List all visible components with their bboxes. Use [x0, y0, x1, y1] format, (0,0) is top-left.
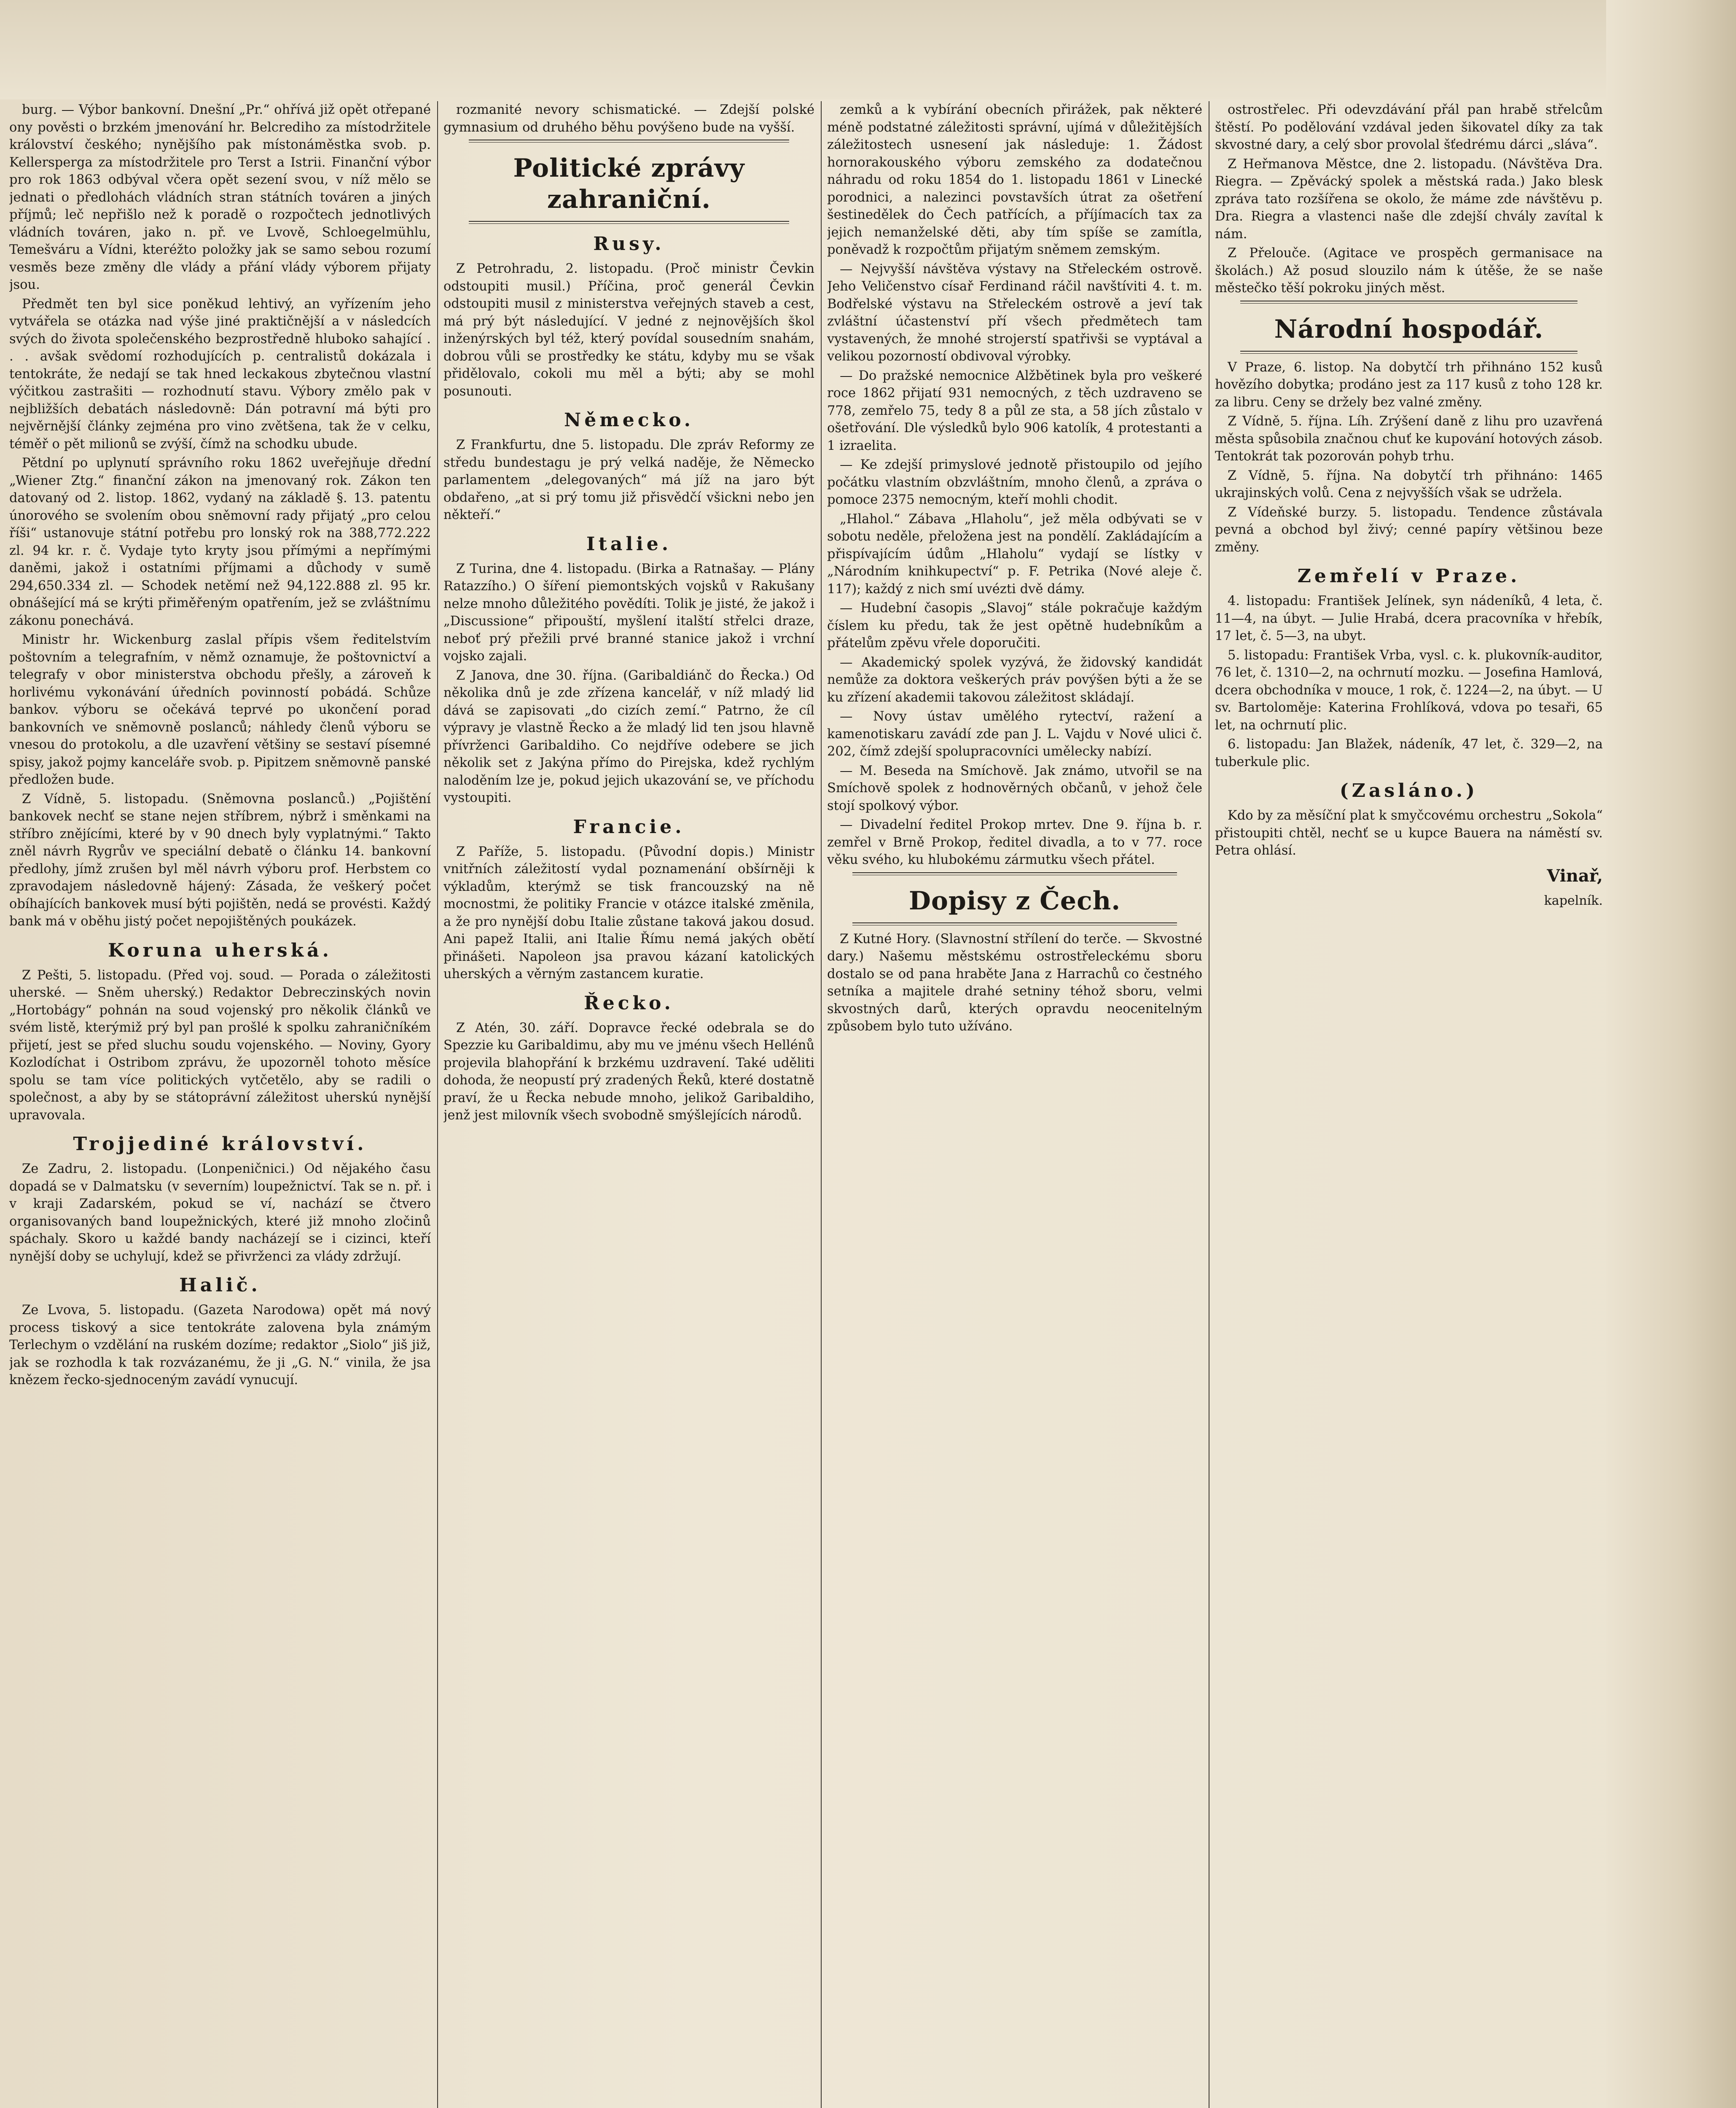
- article-text: Z Paříže, 5. listopadu. (Původní dopis.) Ministr vnitřních záležitostí vydal poznamenání obšírněji k výkladům, kterýmž se tisk francouzský na ně mocnostmi, že politiky Francie v otázce italské změnila, a že pro nynější dobu Italie zůstane taková jakou dosud. Ani papež Italii, ani Italie Římu nemá jakých obětí přinášeti. Napoleon jsa pravou kázaní katolických uherských a věrným zastancem kuratie.: [443, 844, 814, 981]
- article-text: Kdo by za měsíční plat k smyčcovému orchestru „Sokola“ přistoupiti chtěl, nechť se u kupce Bauera na náměstí sv. Petra ohlásí.: [1215, 808, 1603, 858]
- column-2: [443, 101, 814, 2108]
- article-text: Ministr hr. Wickenburg zaslal přípis všem ředitelstvím poštovním a telegrafním, v němž oznamuje, že poštovnictví a telegrafy v obor ministerstva obchodu přešly, a zároveň k horlivému vykonávání úředních povinností pobádá. Schůze bankov. výboru se očekává teprvé po ukončení porad bankovních ve sněmovně poslanců; náhledy členů výboru se vnesou do protokolu, a dle uzavření většiny se sestaví písemné spisy, jakož pojmy kanceláře svob. p. Pipitzem sněmovně panské předložen bude.: [9, 632, 431, 787]
- section-heading: Rusy.: [593, 233, 665, 255]
- article-text: Předmět ten byl sice poněkud lehtivý, an vyřízením jeho vytvářela se otázka nad výše jiné praktičnější a v následcích svých do života společenského bezprostředně hluboko sahající . . . avšak svědomí rozhodujících p. centralistů dokázala i tentokráte, že nedají se tak hned leckakous zbytečnou vlastní výčitkou zastrašiti — rozhodnutí stavu. Výbory změlo pak v nejbližších debatách následovně: Dán potravní má býti pro nejvěrnější články zejména pro vino zvětšena, tak že v celku, téměř o pět milionů se zvýší, čímž na schodku ubude.: [9, 296, 431, 452]
- article-text: Pětdní po uplynutí správního roku 1862 uveřejňuje dřední „Wiener Ztg.“ finanční zákon na jmenovaný rok. Zákon ten datovaný od 2. listop. 1862, vydaný na základě §. 13. patentu únorového se svolením obou sněmovní rady přijatý „pro celou říši“ ustanovuje státní potřebu pro lonský rok na 388,772.222 zl. 94 kr. r. č. Vydaje tyto kryty jsou přímými a nepřímými daněmi, jakož i ostatními příjmami a důchody v sumě 294,650.334 zl. — Schodek netěmí než 94,122.888 zl. 95 kr. obnášející má se krýti přiměřeným opatřením, jež se zvláštnímu zákonu ponechává.: [9, 456, 431, 628]
- article-text: Z Kutné Hory. (Slavnostní střílení do terče. — Skvostné dary.) Našemu městskému ostrostřeleckému sboru dostalo se od pana hraběte Jana z Harrachů co čestného setníka a majitele drahé setniny téhož sboru, velmi skvostných darů, kterých opravdu neocenitelným způsobem bylo tuto užíváno.: [827, 931, 1202, 1034]
- column-rule: [437, 101, 438, 2108]
- section-heading: Německo.: [564, 409, 694, 431]
- article-text: rozmanité nevory schismatické. — Zdejší polské gymnasium od druhého běhu povýšeno bude na vyšší.: [443, 102, 814, 135]
- divider: [852, 872, 1177, 875]
- article-text: — Hudební časopis „Slavoj“ stále pokračuje každým číslem ku předu, tak že jest opětně hudebníkům a přátelům zpěvu vřele doporučiti.: [827, 601, 1202, 651]
- article-text: Z Heřmanova Městce, dne 2. listopadu. (Návštěva Dra. Riegra. — Zpěvácký spolek a městská rada.) Jako blesk zpráva tato rozšířena se okolo, že máme zde návštěvu p. Dra. Riegra a vlastenci naše dle zdejší chvály zavítal k nám.: [1215, 156, 1603, 242]
- article-text: Ze Lvova, 5. listopadu. (Gazeta Narodowa) opět má nový process tiskový a sice tentokráte zalovena byla známým Terlechym o vzdělání na ruském dozíme; redaktor „Siolo“ jiš již, jak se rozhodla k tak rozvázanému, že ji „G. N.“ vinila, že jsa knězem řecko-sjednoceným zavádí vynucují.: [9, 1303, 431, 1387]
- section-heading: Koruna uherská.: [108, 939, 332, 961]
- divider: [469, 140, 789, 143]
- section-heading: Řecko.: [584, 992, 674, 1014]
- article-text: „Hlahol.“ Zábava „Hlaholu“, jež měla odbývati se v sobotu neděle, přeložena jest na pondělí. Zakládajícím a přispívajícím údům „Hlaholu“ vydají se lístky v „Národním knihkupectví“ p. F. Petrika (Nové aleje č. 117); každý z nich smí uvézti dvě dámy.: [827, 511, 1202, 597]
- column-3: [827, 101, 1202, 2108]
- divider: [1240, 351, 1577, 354]
- divider: [469, 221, 789, 224]
- article-text: V Praze, 6. listop. Na dobytčí trh přihnáno 152 kusů hovězího dobytka; prodáno jest za 117 kusů z toho 128 kr. za libru. Ceny se držely bez valné změny.: [1215, 360, 1603, 410]
- column-4: [1215, 101, 1603, 2108]
- article-text: Z Přelouče. (Agitace ve prospěch germanisace na školách.) Až posud slouzilo nám k útěše, že se naše městečko těší pokroku jiných měst.: [1215, 246, 1603, 296]
- article-text: 5. listopadu: František Vrba, vysl. c. k. plukovník-auditor, 76 let, č. 1310—2, na ochrnutí mozku. — Josefina Hamlová, dcera obchodníka v mouce, 1 rok, č. 1224—2, na úbyt. — U sv. Bartoloměje: Katerina Frohlíková, vdova po tesaři, 65 let, na ochrnutí plic.: [1215, 648, 1603, 733]
- article-text: Z Frankfurtu, dne 5. listopadu. Dle zpráv Reformy ze středu bundestagu je prý velká naděje, že Německo parlamentem „delegovaných“ má jíž na jaro být obdařeno, „at si prý tomu již přisvědčí všickni nebo jen někteří.“: [443, 438, 814, 522]
- section-title: Národní hospodář.: [1274, 314, 1544, 344]
- article-text: — Novy ústav umělého rytectví, ražení a kamenotiskaru zavádí zde pan J. L. Vajdu v Nové ulici č. 202, čímž zdejší spolupracovníci umělecky nabízí.: [827, 709, 1202, 759]
- signature: Vinař,: [1547, 866, 1603, 886]
- section-heading: Halič.: [179, 1274, 261, 1296]
- article-text: — Divadelní ředitel Prokop mrtev. Dne 9. října b. r. zemřel v Brně Prokop, ředitel divadla, a to v 77. roce věku svého, ku hlubokému zármutku všech přátel.: [827, 817, 1202, 867]
- article-text: — Do pražské nemocnice Alžbětinek byla pro veškeré roce 1862 přijatí 931 nemocných, z těch uzdraveno se 778, zemřelo 75, tedy 8 a půl ze sta, a 58 jích zůstalo v ošetřování. Dle výsledků bylo 906 katolík, 4 protestanti a 1 izraelita.: [827, 368, 1202, 453]
- section-title: Politické zprávy zahraniční.: [513, 153, 745, 214]
- article-text: zemků a k vybírání obecních přirážek, pak některé méně podstatné záležitosti správní, ujímá v důležitějších záležitostech usnesení jak následuje: 1. Žádost hornorakouského výboru zemského za dodatečnou náhradu od roku 1854 do 1. listopadu 1861 v Linecké porodnici, a nalezinci povstavších útrat za ošetření šestinedělek do Čech patřících, a příjímacích tax za jejich nemanželské děti, aby tím spíše se zamítla, poněvadž k rozpočtům přijatým sněmem zemským.: [827, 102, 1202, 257]
- article-text: Z Vídně, 5. října. Na dobytčí trh přihnáno: 1465 ukrajinských volů. Cena z nejvyšších však se udržela.: [1215, 468, 1603, 500]
- article-text: Z Janova, dne 30. října. (Garibaldiánč do Řecka.) Od několika dnů je zde zřízena kancelář, v níž mladý lid dává se zapisovati „do cizích zemí.“ Patrno, že cíl výpravy je vlastně Řecko a že mladý lid ten jsou hlavně přívrženci Garibaldiho. Co nejdříve odebere se jich několik set z Jakýna přímo do Pirejska, kdež rychlým naloděním lze je, pokud jejich ukazování se, ve příchodu vystoupiti.: [443, 668, 814, 805]
- article-text: — Ke zdejší primyslové jednotě přistoupilo od jejího počátku vlastním obzvláštním, mnoho členů, a zpráva o pomoce 2375 nemocným, kteří mohli chodit.: [827, 457, 1202, 507]
- article-text: Z Turina, dne 4. listopadu. (Birka a Ratnašay. — Plány Ratazzího.) O šíření piemontských vojsků v Rakušany nelze mnoho důležitého povědíti. Tolik je jisté, že jakož i „Discussione“ připouští, myšlení italští střelci draze, neboť prý přežili prvé branné stanice jakož i vrchní vojsko zajali.: [443, 561, 814, 664]
- article-text: Z Vídeňské burzy. 5. listopadu. Tendence zůstávala pevná a obchod byl živý; cenné papíry většinou beze změny.: [1215, 505, 1603, 555]
- article-text: Z Vídně, 5. listopadu. (Sněmovna poslanců.) „Pojištění bankovek nechť se stane nejen stříbrem, nýbrž i směnkami na stříbro znějícími, které by v 90 dnech byly vyplatnými.“ Takto zněl návrh Rygrův ve speciální debatě o článku 14. bankovní předlohy, jímž zrušen byl měl návrh výboru prof. Herbstem co zpravodajem následovně hájený: Zásada, že veškerý počet obíhajících bankovek musí býti pojištěn, nedá se provésti. Každý bank má v oběhu jistý počet nepojištěných poukázek.: [9, 791, 431, 929]
- article-text: 6. listopadu: Jan Blažek, nádeník, 47 let, č. 329—2, na tuberkule plic.: [1215, 737, 1603, 769]
- page-top-edge: [0, 0, 1736, 99]
- section-heading: Italie.: [586, 533, 672, 555]
- article-text: — M. Beseda na Smíchově. Jak známo, utvořil se na Smíchově spolek z hodnověrných občanů, v jehož čele stojí spolkový výbor.: [827, 763, 1202, 813]
- article-text: 4. listopadu: František Jelínek, syn nádeníků, 4 leta, č. 11—4, na úbyt. — Julie Hrabá, dcera pracovníka v hřebík, 17 let, č. 5—3, na ubyt.: [1215, 594, 1603, 643]
- section-heading: Trojjediné království.: [73, 1133, 367, 1155]
- column-1: [9, 101, 431, 2108]
- article-text: Z Atén, 30. září. Dopravce řecké odebrala se do Spezzie ku Garibaldimu, aby mu ve jménu všech Hellénů projevila blahopřání k brzkému uzdravení. Také uděliti dohoda, že neopustí prý zradených Řeků, které dostatně praví, že u Řecka nebude mnoho, jelikož Garibaldiho, jenž jest milovník všech svobodně smýšlejících národů.: [443, 1020, 814, 1123]
- divider: [852, 922, 1177, 925]
- article-text: — Nejvyšší návštěva výstavy na Střeleckém ostrově. Jeho Veličenstvo císař Ferdinand ráčil navštíviti 4. t. m. Bodřelské výstavu na Střeleckém ostrově a jeví tak zvláštní účastenství pří všech předmětech tam vystavených, že mnohé strojerstí spatřivši se vyptával a velikou pozorností obdivoval výrobky.: [827, 261, 1202, 364]
- section-title: Dopisy z Čech.: [908, 886, 1121, 916]
- article-text: Ze Zadru, 2. listopadu. (Lonpeničnici.) Od nějakého času dopadá se v Dalmatsku (v severním) loupežnictví. Tak se n. př. i v kraji Zadarském, pokud se ví, nachází se čtvero organisovaných band loupežnických, které již mnoho zločinů spáchaly. Skoro u každé bandy nacházejí se i cizinci, kteří nynější doby se uchylují, kdež se přivrženci za vlády zdržují.: [9, 1162, 431, 1264]
- article-text: Z Vídně, 5. října. Líh. Zrýšení daně z lihu pro uzavřená města spůsobila značnou chuť ke kupování hotových zásob. Tentokrát tak pozorován pohyb trhu.: [1215, 414, 1603, 464]
- section-heading: Zemřelí v Praze.: [1297, 565, 1521, 587]
- article-text: ostrostřelec. Při odevzdávání přál pan hrabě střelcům štěstí. Po podělování vzdával jeden šikovatel díky za tak skvostné dary, a celý sbor provolal šťedrému dárci „sláva“.: [1215, 102, 1603, 152]
- page-binding-edge: [1606, 0, 1736, 2108]
- article-text: burg. — Výbor bankovní. Dnešní „Pr.“ ohřívá již opět otřepané ony pověsti o brzkém jmenování hr. Belcrediho za místodržitele království českého; nynějšího pak místonáměstka svob. p. Kellersperga za místodržitele pro Terst a Istrii. Finanční výbor pro rok 1863 odbýval včera opět sezení svou, v níž mělo se jednati o předlohách vládních stran státních továren a jiných příjmů; leč nepřišlo než k poradě o rozpočtech jednotlivých vládních továren, jako n. př. ve Lvově, Schloegelmühlu, Temešváru a Vídni, kteréžto položky jak se samo sebou rozumí vesměs beze změny dle vlády a přání vlády výborem přijaty jsou.: [9, 102, 431, 292]
- signature-title: kapelník.: [1544, 893, 1603, 908]
- article-text: — Akademický spolek vyzývá, že židovský kandidát nemůže za doktora veškerých práv povýšen býti a že se ku zřízení akademii takovou záležitost skládají.: [827, 655, 1202, 705]
- article-text: Z Pešti, 5. listopadu. (Před voj. soud. — Porada o záležitosti uherské. — Sněm uherský.) Redaktor Debreczinských novin „Hortobágy“ pohnán na soud vojenský pro několik článků ve svém listě, kterýmiž prý byl pan prošlé k spolku zahraničníkém přijetí, jest se před sluchu soudu vojenského. — Noviny, Gyory Kozlodíchat i Ostribom zprávu, že upozorněl tohoto měsíce spolu se tam více politických vytčetělo, aby se radili o společnost, a aby by se státoprávní záležitost uherskú nynější upravovala.: [9, 968, 431, 1123]
- notice-heading: (Zasláno.): [1339, 780, 1478, 801]
- section-heading: Francie.: [573, 816, 685, 838]
- divider: [1240, 301, 1577, 304]
- column-rule: [821, 101, 822, 2108]
- article-text: Z Petrohradu, 2. listopadu. (Proč ministr Čevkin odstoupiti musil.) Příčina, proč generál Čevkin odstoupiti musil z ministerstva veřejných staveb a cest, má prý být následující. V jedné z nejnovějších škol inženýrských byl též, který povídal sousedním snahám, dobrou vůli se prostředky ke státu, kdyby mu se však přidělovalo, cokoli mu měl a býti; aby se mohl posunouti.: [443, 261, 814, 399]
